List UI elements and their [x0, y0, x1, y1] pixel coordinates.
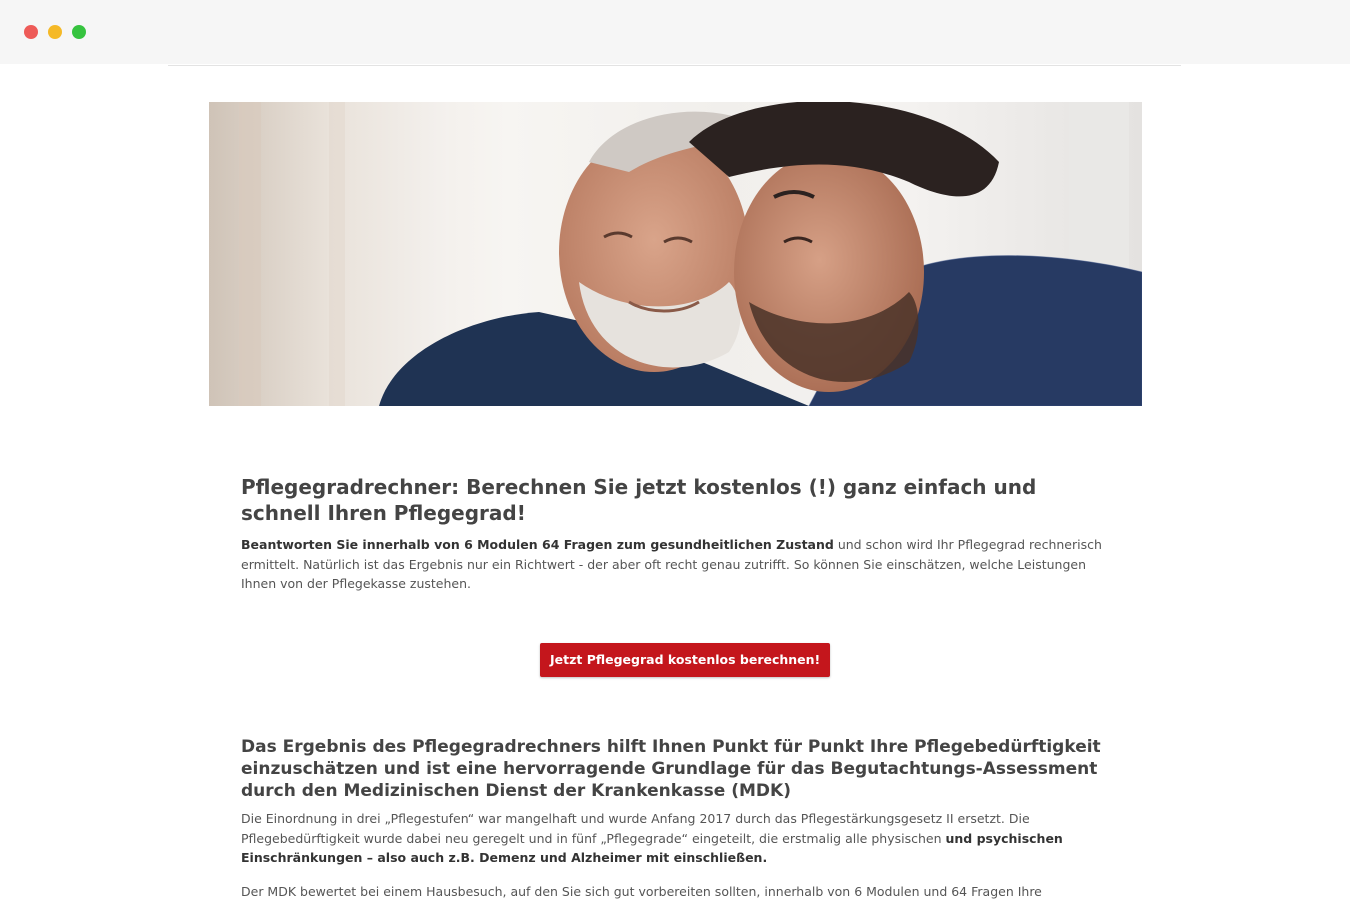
result-info-section — [241, 736, 1121, 901]
cta-container — [540, 643, 830, 677]
hero-image — [209, 102, 1142, 406]
hero-photo-illustration — [209, 102, 1142, 406]
page-title: Pflegegradrechner: Berechnen Sie jetzt kostenlos (!) ganz einfach und schnell Ihren Pflegegrad! — [241, 475, 1037, 525]
intro-paragraph — [241, 535, 1111, 594]
intro-section — [241, 474, 1111, 594]
browser-titlebar — [0, 0, 1350, 64]
header-divider — [168, 65, 1181, 66]
intro-paragraph-text: und schon wird Ihr Pflegegrad rechnerisch ermittelt. Natürlich ist das Ergebnis nur ein Richtwert - der aber oft recht genau zutrifft. So können Sie einschätzen, welche Leistungen Ihnen von der Pflegekasse zustehen. — [241, 537, 1102, 591]
maximize-window-dot[interactable] — [72, 25, 86, 39]
section-paragraph-text: Die Einordnung in drei „Pflegestufen“ war mangelhaft und wurde Anfang 2017 durch das Pflegestärkungsgesetz II ersetzt. Die Pflegebedürftigkeit wurde dabei neu geregelt und in fünf „Pflegegrade“ eingeteilt, die erstmalig alle physischen — [241, 811, 1030, 846]
section-paragraph-bold: und psychischen Einschränkungen – also auch z.B. Demenz und Alzheimer mit einschließen. — [241, 830, 1063, 865]
minimize-window-dot[interactable] — [48, 25, 62, 39]
section-paragraph-2: Der MDK bewertet bei einem Hausbesuch, auf den Sie sich gut vorbereiten sollten, innerhalb von 6 Modulen und 64 Fragen Ihre — [241, 883, 1042, 899]
section-paragraph — [241, 809, 1121, 868]
calculate-pflegegrad-button[interactable]: Jetzt Pflegegrad kostenlos berechnen! — [540, 643, 830, 677]
close-window-dot[interactable] — [24, 25, 38, 39]
intro-paragraph-bold: Beantworten Sie innerhalb von 6 Modulen 64 Fragen zum gesundheitlichen Zustand — [241, 537, 834, 552]
section-heading: Das Ergebnis des Pflegegradrechners hilft Ihnen Punkt für Punkt Ihre Pflegebedürftigkeit einzuschätzen und ist eine hervorragende Grundlage für das Begutachtungs-Assessment durch den Medizinischen Dienst der Krankenkasse (MDK) — [241, 737, 1101, 801]
